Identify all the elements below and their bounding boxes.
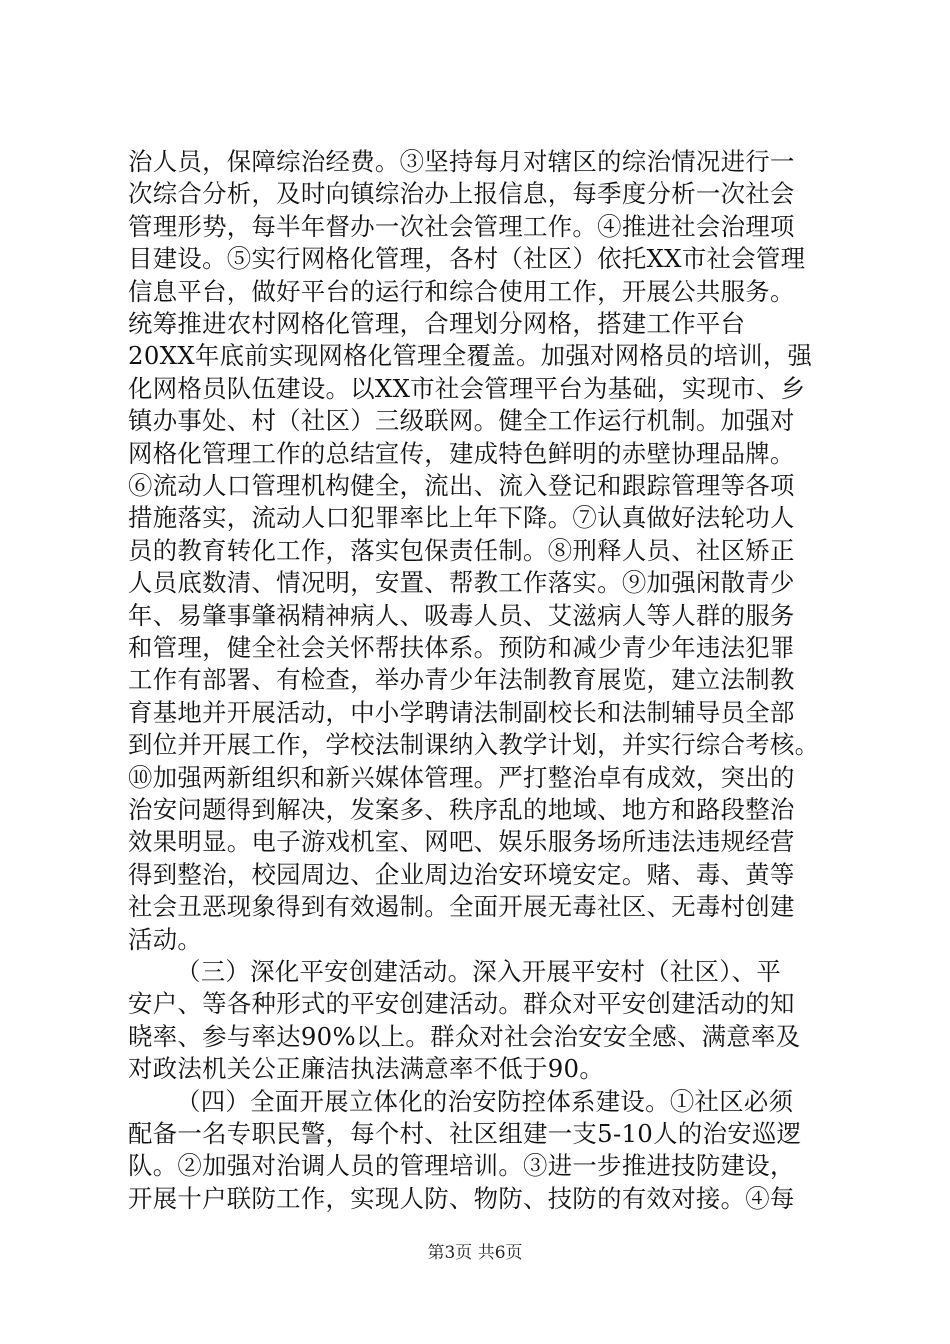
- text-line: 工作有部署、有检查，举办青少年法制教育展览，建立法制教: [128, 665, 795, 695]
- text-line: 和管理，健全社会关怀帮扶体系。预防和减少青少年违法犯罪: [128, 633, 795, 662]
- text-line: 社会丑恶现象得到有效遏制。全面开展无毒社区、无毒村创建: [128, 892, 795, 922]
- text-line: （三）深化平安创建活动。深入开展平安村（社区）、平: [176, 957, 782, 986]
- text-line: 信息平台，做好平台的运行和综合使用工作，开展公共服务。: [128, 276, 795, 306]
- text-line: 目建设。⑤实行网格化管理，各村（社区）依托XX市社会管理: [128, 244, 806, 274]
- text-line: 效果明显。电子游戏机室、网吧、娱乐服务场所违法违规经营: [128, 827, 795, 857]
- page-footer: 第3页 共6页: [427, 1243, 523, 1263]
- text-line: 晓率、参与率达90%以上。群众对社会治安安全感、满意率及: [128, 1021, 801, 1051]
- text-line: 网格化管理工作的总结宣传，建成特色鲜明的赤壁协理品牌。: [128, 438, 795, 468]
- text-line: 活动。: [128, 924, 203, 954]
- text-line: 治人员，保障综治经费。③坚持每月对辖区的综治情况进行一: [128, 147, 795, 176]
- text-line: 队。②加强对治调人员的管理培训。③进一步推进技防建设，: [128, 1151, 795, 1181]
- text-line: ⑩加强两新组织和新兴媒体管理。严打整治卓有成效，突出的: [128, 762, 795, 792]
- text-line: 对政法机关公正廉洁执法满意率不低于90。: [128, 1054, 605, 1084]
- text-line: 次综合分析，及时向镇综治办上报信息，每季度分析一次社会: [128, 179, 795, 209]
- text-line: 开展十户联防工作，实现人防、物防、技防的有效对接。④每: [128, 1183, 795, 1213]
- text-line: ⑥流动人口管理机构健全，流出、流入登记和跟踪管理等各项: [128, 471, 795, 500]
- text-line: 到位并开展工作，学校法制课纳入教学计划，并实行综合考核。: [128, 730, 820, 760]
- text-line: 育基地并开展活动，中小学聘请法制副校长和法制辅导员全部: [128, 697, 795, 727]
- text-line: 员的教育转化工作，落实包保责任制。⑧刑释人员、社区矫正: [128, 535, 795, 565]
- text-line: 得到整治，校园周边、企业周边治安环境安定。赌、毒、黄等: [128, 859, 795, 889]
- text-line: （四）全面开展立体化的治安防控体系建设。①社区必须: [176, 1086, 794, 1116]
- text-line: 统筹推进农村网格化管理，合理划分网格，搭建工作平台: [128, 309, 746, 338]
- text-line: 年、易肇事肇祸精神病人、吸毒人员、艾滋病人等人群的服务: [128, 600, 795, 630]
- text-line: 安户、等各种形式的平安创建活动。群众对平安创建活动的知: [128, 989, 795, 1019]
- text-line: 措施落实，流动人口犯罪率比上年下降。⑦认真做好法轮功人: [128, 503, 795, 533]
- text-line: 人员底数清、情况明，安置、帮教工作落实。⑨加强闲散青少: [128, 568, 795, 598]
- text-line: 20XX年底前实现网格化管理全覆盖。加强对网格员的培训，强: [128, 341, 813, 371]
- text-line: 治安问题得到解决，发案多、秩序乱的地域、地方和路段整治: [128, 795, 795, 824]
- text-line: 管理形势，每半年督办一次社会管理工作。④推进社会治理项: [128, 211, 795, 241]
- text-line: 镇办事处、村（社区）三级联网。健全工作运行机制。加强对: [128, 406, 795, 436]
- text-line: 配备一名专职民警，每个村、社区组建一支5-10人的治安巡逻: [128, 1119, 802, 1148]
- text-line: 化网格员队伍建设。以XX市社会管理平台为基础，实现市、乡: [128, 373, 806, 403]
